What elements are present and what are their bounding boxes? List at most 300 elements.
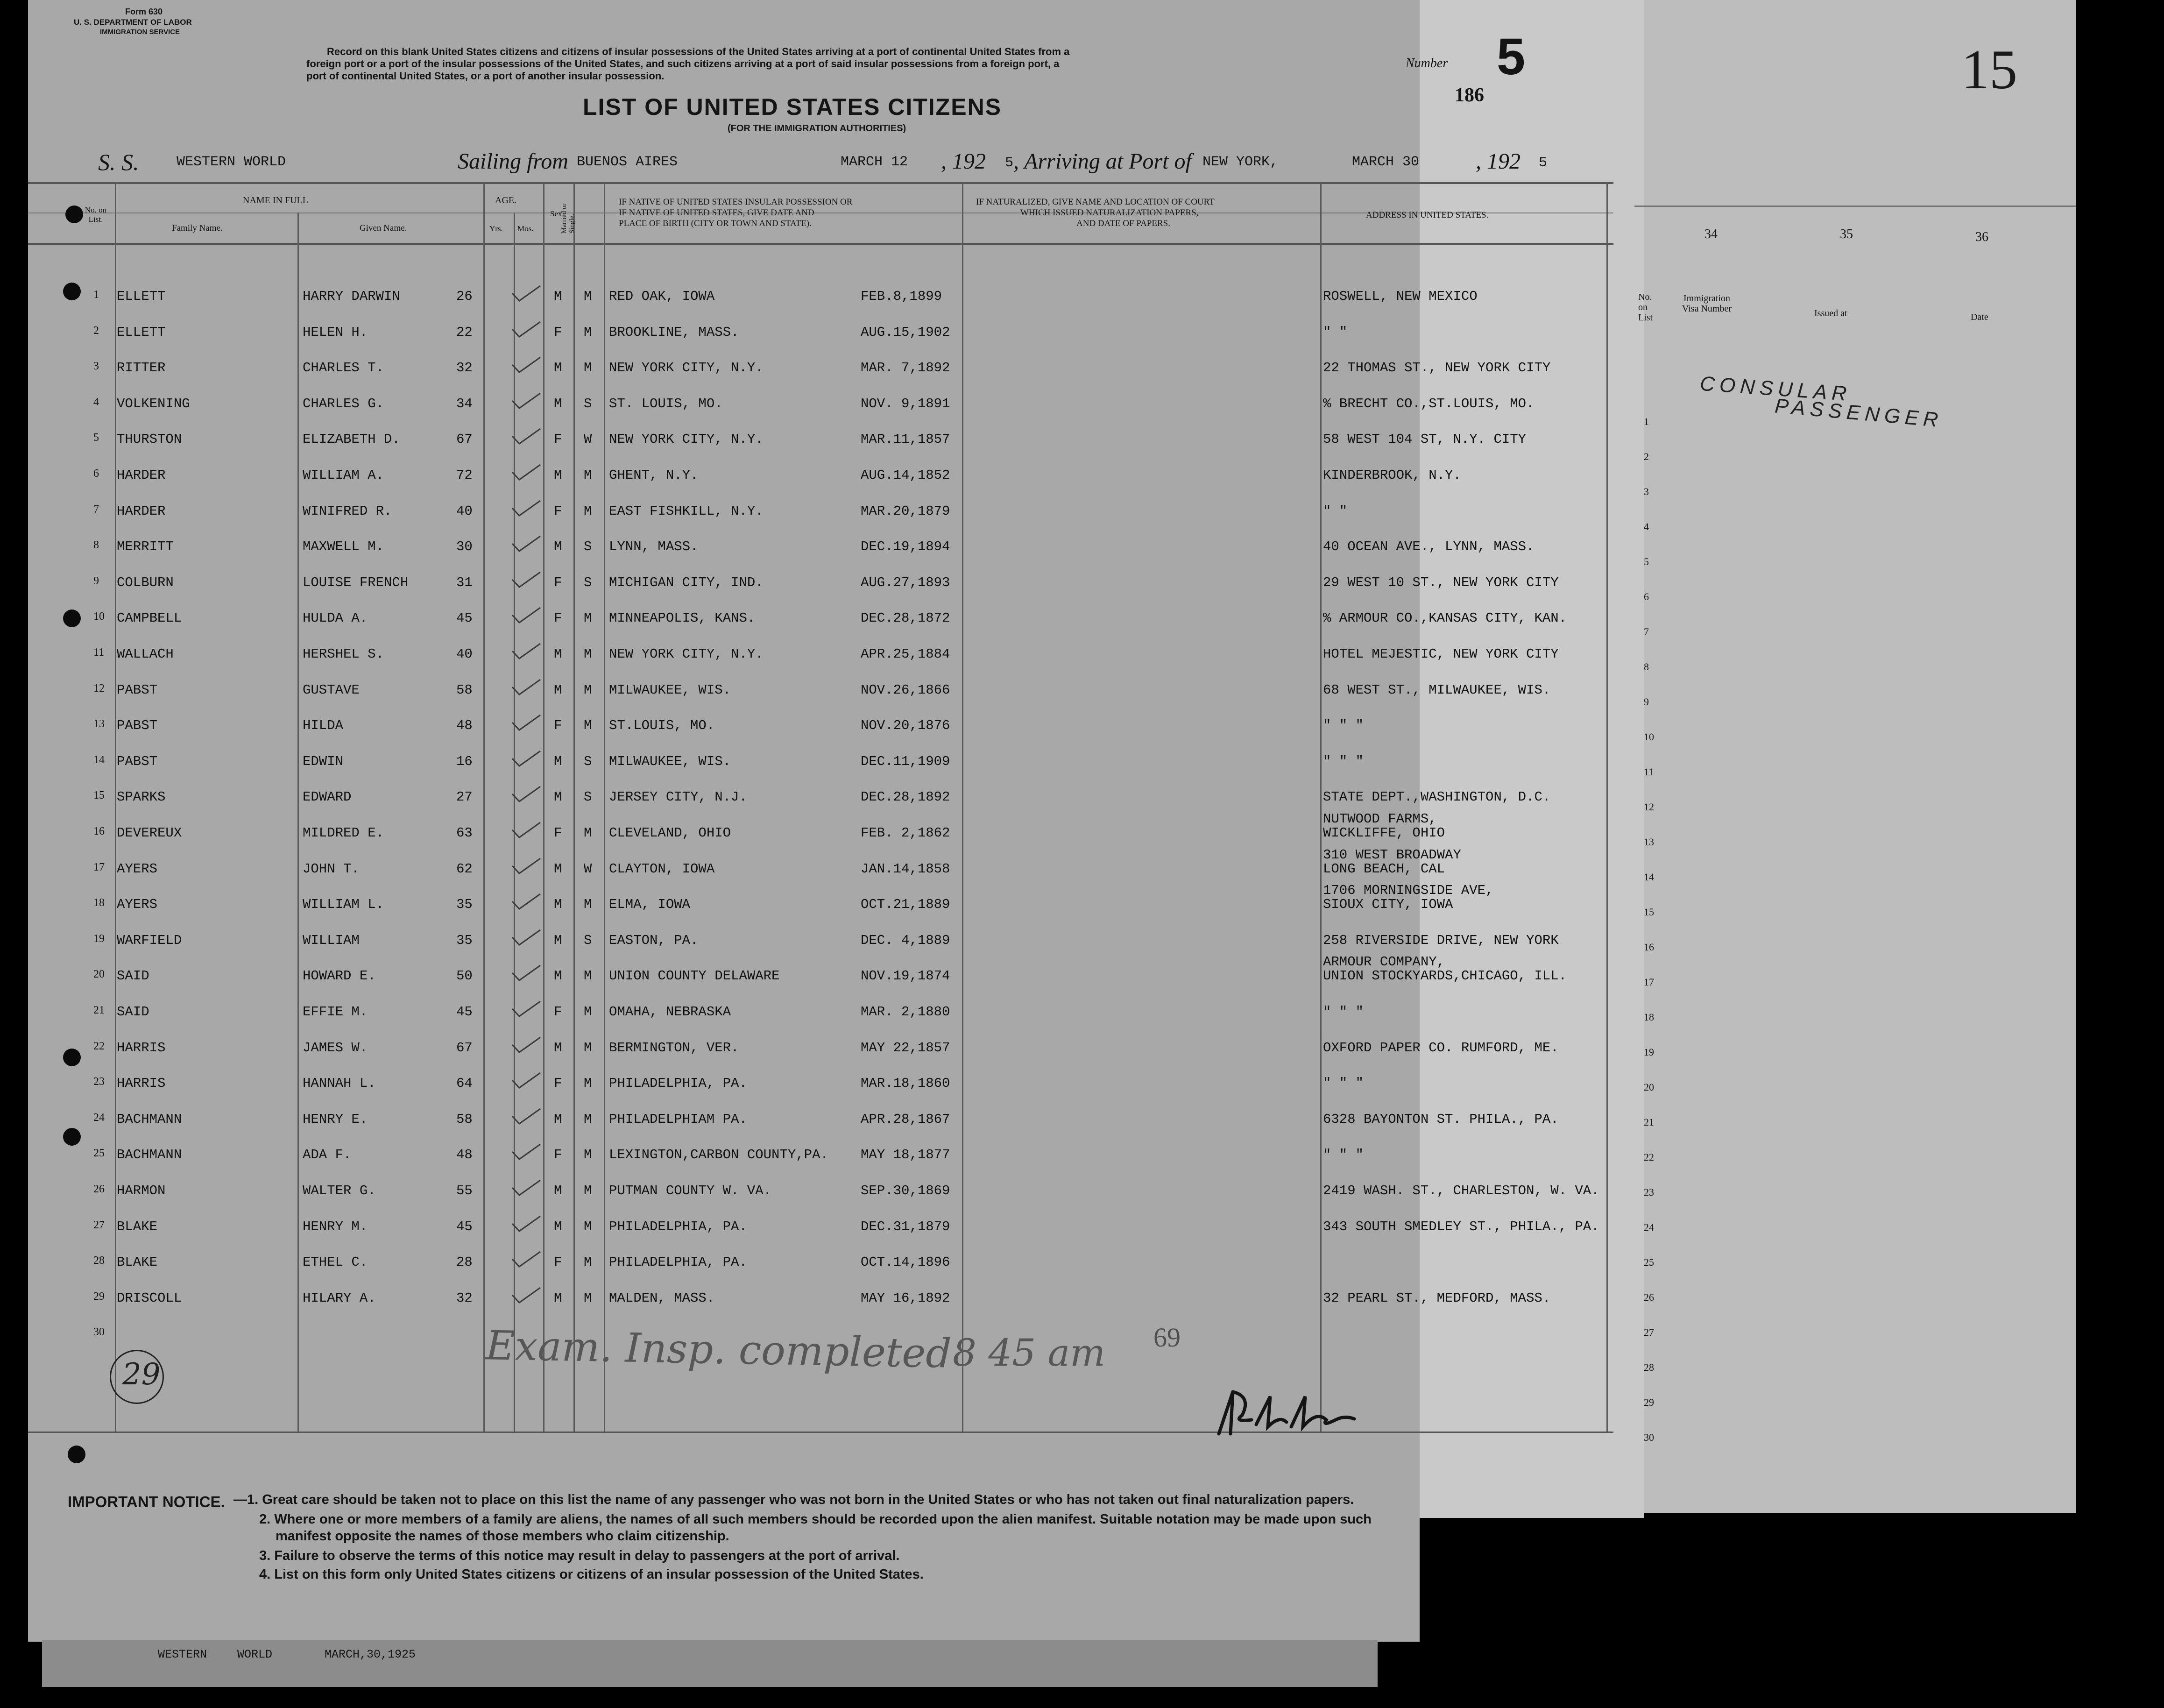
row-age: 50 (456, 968, 473, 984)
check-mark (510, 464, 543, 482)
right-row-number: 21 (1644, 1116, 1654, 1128)
row-ms: M (584, 1254, 592, 1270)
row-place: OMAHA, NEBRASKA (609, 1004, 731, 1020)
row-place: MINNEAPOLIS, KANS. (609, 610, 756, 626)
row-date: AUG.15,1902 (861, 324, 950, 340)
check-mark (510, 428, 543, 446)
notice-item-1: —1. Great care should be taken not to place on this list the name of any passenger who was not born in the United States or who has not taken out final naturalization papers. (233, 1492, 1354, 1507)
row-family: WALLACH (117, 646, 174, 662)
row-no: 25 (93, 1147, 105, 1160)
arrival-date: MARCH 30 (1352, 154, 1420, 170)
binder-hole (68, 1446, 85, 1463)
ship-name: WESTERN WORLD (177, 154, 286, 170)
row-age: 45 (456, 1219, 473, 1234)
right-row-number: 19 (1644, 1046, 1654, 1058)
row-ms: M (584, 360, 592, 376)
col-rule-address (1320, 182, 1322, 1432)
corner-number: 15 (1961, 38, 2017, 100)
right-row-number: 29 (1644, 1396, 1654, 1408)
row-address: % ARMOUR CO.,KANSAS CITY, KAN. (1323, 610, 1567, 626)
right-row-number: 15 (1644, 906, 1654, 918)
row-sex: F (554, 1254, 562, 1270)
intro-line-3: port of continental United States, or a port of another insular possession. (306, 70, 665, 82)
right-row-number: 10 (1644, 731, 1654, 743)
row-age: 63 (456, 825, 473, 841)
row-place: LYNN, MASS. (609, 539, 699, 555)
row-address: NUTWOOD FARMS, (1323, 811, 1437, 827)
row-ms: M (584, 682, 592, 698)
row-address: ROSWELL, NEW MEXICO (1323, 289, 1478, 304)
right-date-label: Date (1971, 312, 1988, 322)
row-given: WALTER G. (303, 1183, 376, 1198)
notice-item-3: 3. Failure to observe the terms of this notice may result in delay to passengers at the port of arrival. (259, 1548, 900, 1563)
right-no-label: No. on List (1638, 292, 1653, 323)
row-family: SAID (117, 968, 149, 984)
row-ms: M (584, 610, 592, 626)
row-no: 11 (93, 646, 105, 659)
row-sex: M (554, 789, 562, 805)
col-rule-sex (543, 182, 545, 1432)
check-mark (510, 1251, 543, 1269)
row-age: 32 (456, 1290, 473, 1306)
footer-ship: WESTERN (158, 1648, 207, 1661)
notice-item-4: 4. List on this form only United States citizens or citizens of an insular possession of the United States. (259, 1567, 924, 1582)
right-row-number: 2 (1644, 451, 1649, 462)
col-rule-family (115, 182, 116, 1432)
row-family: PABST (117, 682, 158, 698)
form-number: Form 630 (125, 7, 163, 16)
row-age: 67 (456, 432, 473, 447)
row-ms: M (584, 1004, 592, 1020)
row-age: 28 (456, 1254, 473, 1270)
right-row-number: 17 (1644, 976, 1654, 988)
right-col-36: 36 (1975, 230, 1988, 244)
row-place: EAST FISHKILL, N.Y. (609, 503, 764, 519)
arriving-label: , Arriving at Port of (1013, 149, 1192, 174)
right-row-number: 13 (1644, 836, 1654, 848)
header-age: AGE. (495, 195, 517, 206)
row-date: JAN.14,1858 (861, 861, 950, 877)
row-no: 26 (93, 1183, 105, 1195)
row-date: OCT.21,1889 (861, 897, 950, 913)
right-row-number: 27 (1644, 1326, 1654, 1338)
col-rule-age (483, 182, 485, 1432)
row-address-line-2: UNION STOCKYARDS,CHICAGO, ILL. (1323, 968, 1567, 984)
row-address: " " (1323, 503, 1348, 519)
row-place: MILWAUKEE, WIS. (609, 682, 731, 698)
row-date: MAY 18,1877 (861, 1147, 950, 1163)
row-age: 40 (456, 646, 473, 662)
row-ms: W (584, 432, 592, 447)
row-age: 35 (456, 932, 473, 948)
row-date: FEB.8,1899 (861, 289, 942, 304)
row-sex: M (554, 1111, 562, 1127)
row-ms: M (584, 825, 592, 841)
row-ms: M (584, 1290, 592, 1306)
row-family: AYERS (117, 897, 158, 913)
row-place: RED OAK, IOWA (609, 289, 715, 304)
footer-strip (42, 1640, 1378, 1687)
ss-label: S. S. (98, 149, 139, 175)
arrival-year-prefix: , 192 (1476, 149, 1520, 174)
binder-hole (63, 609, 81, 627)
row-ms: M (584, 1111, 592, 1127)
row-no: 12 (93, 682, 105, 695)
check-mark (510, 500, 543, 518)
row-address: 22 THOMAS ST., NEW YORK CITY (1323, 360, 1551, 376)
right-row-number: 14 (1644, 871, 1654, 883)
row-place: ST.LOUIS, MO. (609, 718, 715, 734)
row-address: 2419 WASH. ST., CHARLESTON, W. VA. (1323, 1183, 1599, 1198)
right-col-35: 35 (1840, 227, 1853, 241)
row-date: APR.28,1867 (861, 1111, 950, 1127)
row-address-line-2: WICKLIFFE, OHIO (1323, 825, 1445, 841)
row-given: GUSTAVE (303, 682, 360, 698)
row-ms: M (584, 324, 592, 340)
row-date: MAR. 7,1892 (861, 360, 950, 376)
check-mark (510, 1072, 543, 1091)
row-age: 26 (456, 289, 473, 304)
row-sex: F (554, 574, 562, 590)
row-no: 4 (93, 396, 99, 408)
row-ms: M (584, 1076, 592, 1091)
sailing-port: BUENOS AIRES (577, 154, 678, 170)
number-label: Number (1406, 56, 1448, 71)
right-col-34: 34 (1704, 227, 1718, 241)
row-address: 40 OCEAN AVE., LYNN, MASS. (1323, 539, 1535, 555)
row-date: SEP.30,1869 (861, 1183, 950, 1198)
row-given: CHARLES T. (303, 360, 384, 376)
row-age: 35 (456, 897, 473, 913)
col-rule-native (604, 182, 605, 1432)
right-row-number: 23 (1644, 1186, 1654, 1198)
row-family: BACHMANN (117, 1147, 182, 1163)
row-no: 28 (93, 1254, 105, 1267)
right-issued-label: Issued at (1814, 308, 1847, 319)
time-note: 8 45 am (953, 1331, 1106, 1375)
sailing-date: MARCH 12 (841, 154, 908, 170)
row-sex: M (554, 861, 562, 877)
row-given: WINIFRED R. (303, 503, 392, 519)
row-family: BLAKE (117, 1219, 158, 1234)
header-naturalized-line-2: WHICH ISSUED NATURALIZATION PAPERS, (1020, 208, 1199, 218)
check-mark (510, 1108, 543, 1127)
row-given: EFFIE M. (303, 1004, 368, 1020)
row-date: NOV.20,1876 (861, 718, 950, 734)
row-given: HILDA (303, 718, 344, 734)
row-sex: M (554, 932, 562, 948)
row-age: 30 (456, 539, 473, 555)
row-no: 13 (93, 718, 105, 730)
row-given: WILLIAM (303, 932, 360, 948)
row-sex: F (554, 432, 562, 447)
page-subtitle: (FOR THE IMMIGRATION AUTHORITIES) (728, 123, 906, 134)
row-given: JAMES W. (303, 1040, 368, 1056)
row-place: LEXINGTON,CARBON COUNTY,PA. (609, 1147, 828, 1163)
row-address: HOTEL MEJESTIC, NEW YORK CITY (1323, 646, 1559, 662)
row-address: 29 WEST 10 ST., NEW YORK CITY (1323, 574, 1559, 590)
row-ms: W (584, 861, 592, 877)
header-mos: Mos. (517, 224, 534, 233)
row-ms: S (584, 753, 592, 769)
row-date: MAY 22,1857 (861, 1040, 950, 1056)
row-age: 27 (456, 789, 473, 805)
header-bottom-rule (28, 243, 1613, 245)
row-family: MERRITT (117, 539, 174, 555)
row-given: HULDA A. (303, 610, 368, 626)
binder-hole (65, 206, 83, 223)
notice-item-2-continued: manifest opposite the names of those members who claim citizenship. (276, 1529, 729, 1544)
right-row-number: 7 (1644, 626, 1649, 638)
right-row-number: 5 (1644, 556, 1649, 567)
right-row-number: 11 (1644, 766, 1654, 778)
row-ms: S (584, 932, 592, 948)
row-age: 45 (456, 1004, 473, 1020)
row-given: WILLIAM L. (303, 897, 384, 913)
row-given: MILDRED E. (303, 825, 384, 841)
right-row-number: 26 (1644, 1291, 1654, 1303)
row-age: 40 (456, 503, 473, 519)
row-age: 32 (456, 360, 473, 376)
check-mark (510, 607, 543, 625)
binder-hole (63, 283, 81, 300)
row-sex: M (554, 753, 562, 769)
row-ms: M (584, 1219, 592, 1234)
row-no: 2 (93, 324, 99, 337)
row-no: 16 (93, 825, 105, 837)
row-given: HILARY A. (303, 1290, 376, 1306)
service: IMMIGRATION SERVICE (100, 28, 180, 36)
row-no: 29 (93, 1290, 105, 1303)
row-sex: M (554, 968, 562, 984)
row-no: 21 (93, 1004, 105, 1016)
row-date: NOV.26,1866 (861, 682, 950, 698)
row-no: 7 (93, 503, 99, 516)
right-row-number: 20 (1644, 1081, 1654, 1093)
row-no: 27 (93, 1219, 105, 1231)
row-ms: M (584, 968, 592, 984)
row-place: JERSEY CITY, N.J. (609, 789, 747, 805)
row-age: 48 (456, 718, 473, 734)
row-family: ELLETT (117, 289, 166, 304)
consular-note: CONSULAR (1699, 372, 1852, 406)
row-family: THURSTON (117, 432, 182, 447)
row-ms: S (584, 539, 592, 555)
row-sex: M (554, 1183, 562, 1198)
row-family: BLAKE (117, 1254, 158, 1270)
row-given: LOUISE FRENCH (303, 574, 409, 590)
right-row-number: 28 (1644, 1361, 1654, 1373)
right-row-number: 22 (1644, 1151, 1654, 1163)
header-native-line-2: IF NATIVE OF UNITED STATES, GIVE DATE AND (619, 208, 814, 218)
row-no: 15 (93, 789, 105, 802)
row-sex: M (554, 1219, 562, 1234)
row-address: 68 WEST ST., MILWAUKEE, WIS. (1323, 682, 1551, 698)
header-yrs: Yrs. (489, 224, 503, 233)
row-sex: F (554, 825, 562, 841)
row-ms: S (584, 789, 592, 805)
row-family: HARMON (117, 1183, 166, 1198)
exam-note: Exam. Insp. completed (485, 1322, 952, 1377)
row-address: 258 RIVERSIDE DRIVE, NEW YORK (1323, 932, 1559, 948)
row-family: DEVEREUX (117, 825, 182, 841)
row-address: " " " (1323, 718, 1364, 734)
department: U. S. DEPARTMENT OF LABOR (74, 18, 192, 27)
row-family: HARDER (117, 468, 166, 483)
check-mark (510, 893, 543, 912)
row-no: 19 (93, 932, 105, 945)
row-ms: S (584, 574, 592, 590)
row-no: 5 (93, 432, 99, 444)
row-family: PABST (117, 753, 158, 769)
notice-heading: IMPORTANT NOTICE. (68, 1493, 225, 1510)
row-place: ELMA, IOWA (609, 897, 691, 913)
row-sex: M (554, 539, 562, 555)
col-rule-given (297, 213, 299, 1432)
check-mark (510, 822, 543, 840)
sailing-label: Sailing from (458, 149, 568, 174)
row-family: PABST (117, 718, 158, 734)
row-family: CAMPBELL (117, 610, 182, 626)
row-given: EDWARD (303, 789, 352, 805)
row-age: 48 (456, 1147, 473, 1163)
passenger-note: PASSENGER (1774, 394, 1944, 432)
row-age: 67 (456, 1040, 473, 1056)
col-rule-married (573, 182, 575, 1432)
row-place: PHILADELPHIA, PA. (609, 1219, 747, 1234)
row-place: PHILADELPHIAM PA. (609, 1111, 747, 1127)
row-age: 22 (456, 324, 473, 340)
row-date: MAR.18,1860 (861, 1076, 950, 1091)
intro-line-2: foreign port or a port of the insular possessions of the United States, and such citizens arriving at a port of said insular possessions from a foreign port, a (306, 58, 1060, 70)
row-family: HARRIS (117, 1040, 166, 1056)
row-no: 18 (93, 897, 105, 909)
row-age: 64 (456, 1076, 473, 1091)
col-rule-right (1606, 182, 1608, 1432)
check-mark (510, 356, 543, 375)
inspector-signature (1205, 1382, 1382, 1453)
header-name-in-full: NAME IN FULL (243, 195, 308, 206)
row-address: 343 SOUTH SMEDLEY ST., PHILA., PA. (1323, 1219, 1599, 1234)
row-address: " " " (1323, 1147, 1364, 1163)
row-given: CHARLES G. (303, 396, 384, 411)
row-given: HARRY DARWIN (303, 289, 400, 304)
footer-world: WORLD (237, 1648, 273, 1661)
row-sex: M (554, 1040, 562, 1056)
row-date: NOV.19,1874 (861, 968, 950, 984)
row-age: 31 (456, 574, 473, 590)
row-no: 1 (93, 289, 99, 301)
check-mark (510, 285, 543, 304)
row-family: AYERS (117, 861, 158, 877)
check-mark (510, 858, 543, 876)
row-no: 22 (93, 1040, 105, 1052)
row-age: 55 (456, 1183, 473, 1198)
row-family: ELLETT (117, 324, 166, 340)
row-given: EDWIN (303, 753, 344, 769)
row-date: DEC.19,1894 (861, 539, 950, 555)
check-mark (510, 1000, 543, 1019)
row-date: MAR.20,1879 (861, 503, 950, 519)
row-date: APR.25,1884 (861, 646, 950, 662)
row-family: SPARKS (117, 789, 166, 805)
right-row-number: 24 (1644, 1221, 1654, 1233)
check-mark (510, 321, 543, 340)
row-place: UNION COUNTY DELAWARE (609, 968, 780, 984)
row-date: DEC.31,1879 (861, 1219, 950, 1234)
row-sex: F (554, 324, 562, 340)
header-naturalized-line-1: IF NATURALIZED, GIVE NAME AND LOCATION OF COURT (976, 197, 1215, 207)
intro-line-1: Record on this blank United States citizens and citizens of insular possessions of the United States arriving at a port of continental United States from a (327, 46, 1070, 57)
row-date: DEC.11,1909 (861, 753, 950, 769)
row-date: MAR.11,1857 (861, 432, 950, 447)
row-family: HARDER (117, 503, 166, 519)
row-sex: F (554, 610, 562, 626)
row-address: " " (1323, 324, 1348, 340)
row-place: PUTMAN COUNTY W. VA. (609, 1183, 772, 1198)
row-given: HENRY M. (303, 1219, 368, 1234)
row-date: MAY 16,1892 (861, 1290, 950, 1306)
row-no: 23 (93, 1076, 105, 1088)
row-place: PHILADELPHIA, PA. (609, 1254, 747, 1270)
row-family: RITTER (117, 360, 166, 376)
row-no: 8 (93, 539, 99, 552)
list-number: 5 (1497, 28, 1526, 85)
row-family: WARFIELD (117, 932, 182, 948)
check-mark (510, 1287, 543, 1305)
row-given: HELEN H. (303, 324, 368, 340)
row-given: JOHN T. (303, 861, 360, 877)
row-place: BROOKLINE, MASS. (609, 324, 739, 340)
right-row-number: 25 (1644, 1256, 1654, 1268)
check-mark (510, 392, 543, 411)
header-given-name: Given Name. (360, 223, 407, 233)
row-sex: M (554, 1290, 562, 1306)
row-address: " " " (1323, 1076, 1364, 1091)
right-rule (1634, 206, 2076, 207)
row-given: ELIZABETH D. (303, 432, 400, 447)
row-address: OXFORD PAPER CO. RUMFORD, ME. (1323, 1040, 1559, 1056)
row-address-line-2: SIOUX CITY, IOWA (1323, 897, 1453, 913)
row-age: 58 (456, 1111, 473, 1127)
row-date: OCT.14,1896 (861, 1254, 950, 1270)
header-sex: Sex. (550, 209, 564, 218)
row-date: DEC. 4,1889 (861, 932, 950, 948)
row-date: DEC.28,1872 (861, 610, 950, 626)
row-ms: M (584, 1183, 592, 1198)
row-family: COLBURN (117, 574, 174, 590)
row-sex: M (554, 289, 562, 304)
row-date: DEC.28,1892 (861, 789, 950, 805)
row-sex: M (554, 682, 562, 698)
row-ms: M (584, 1040, 592, 1056)
row-no: 9 (93, 574, 99, 587)
row-no: 17 (93, 861, 105, 873)
footer-date: MARCH,30,1925 (325, 1648, 416, 1661)
header-naturalized-line-3: AND DATE OF PAPERS. (1076, 219, 1170, 228)
row-given: WILLIAM A. (303, 468, 384, 483)
row-date: AUG.14,1852 (861, 468, 950, 483)
row-place: NEW YORK CITY, N.Y. (609, 646, 764, 662)
check-mark (510, 750, 543, 769)
row-sex: F (554, 1004, 562, 1020)
row-place: PHILADELPHIA, PA. (609, 1076, 747, 1091)
row-no: 3 (93, 360, 99, 373)
notice-item-2: 2. Where one or more members of a family are aliens, the names of all such members should be recorded upon the alien manifest. Suitable notation may be made upon such (259, 1512, 1372, 1527)
row-given: HOWARD E. (303, 968, 376, 984)
check-mark (510, 786, 543, 804)
row-no: 30 (93, 1326, 105, 1339)
